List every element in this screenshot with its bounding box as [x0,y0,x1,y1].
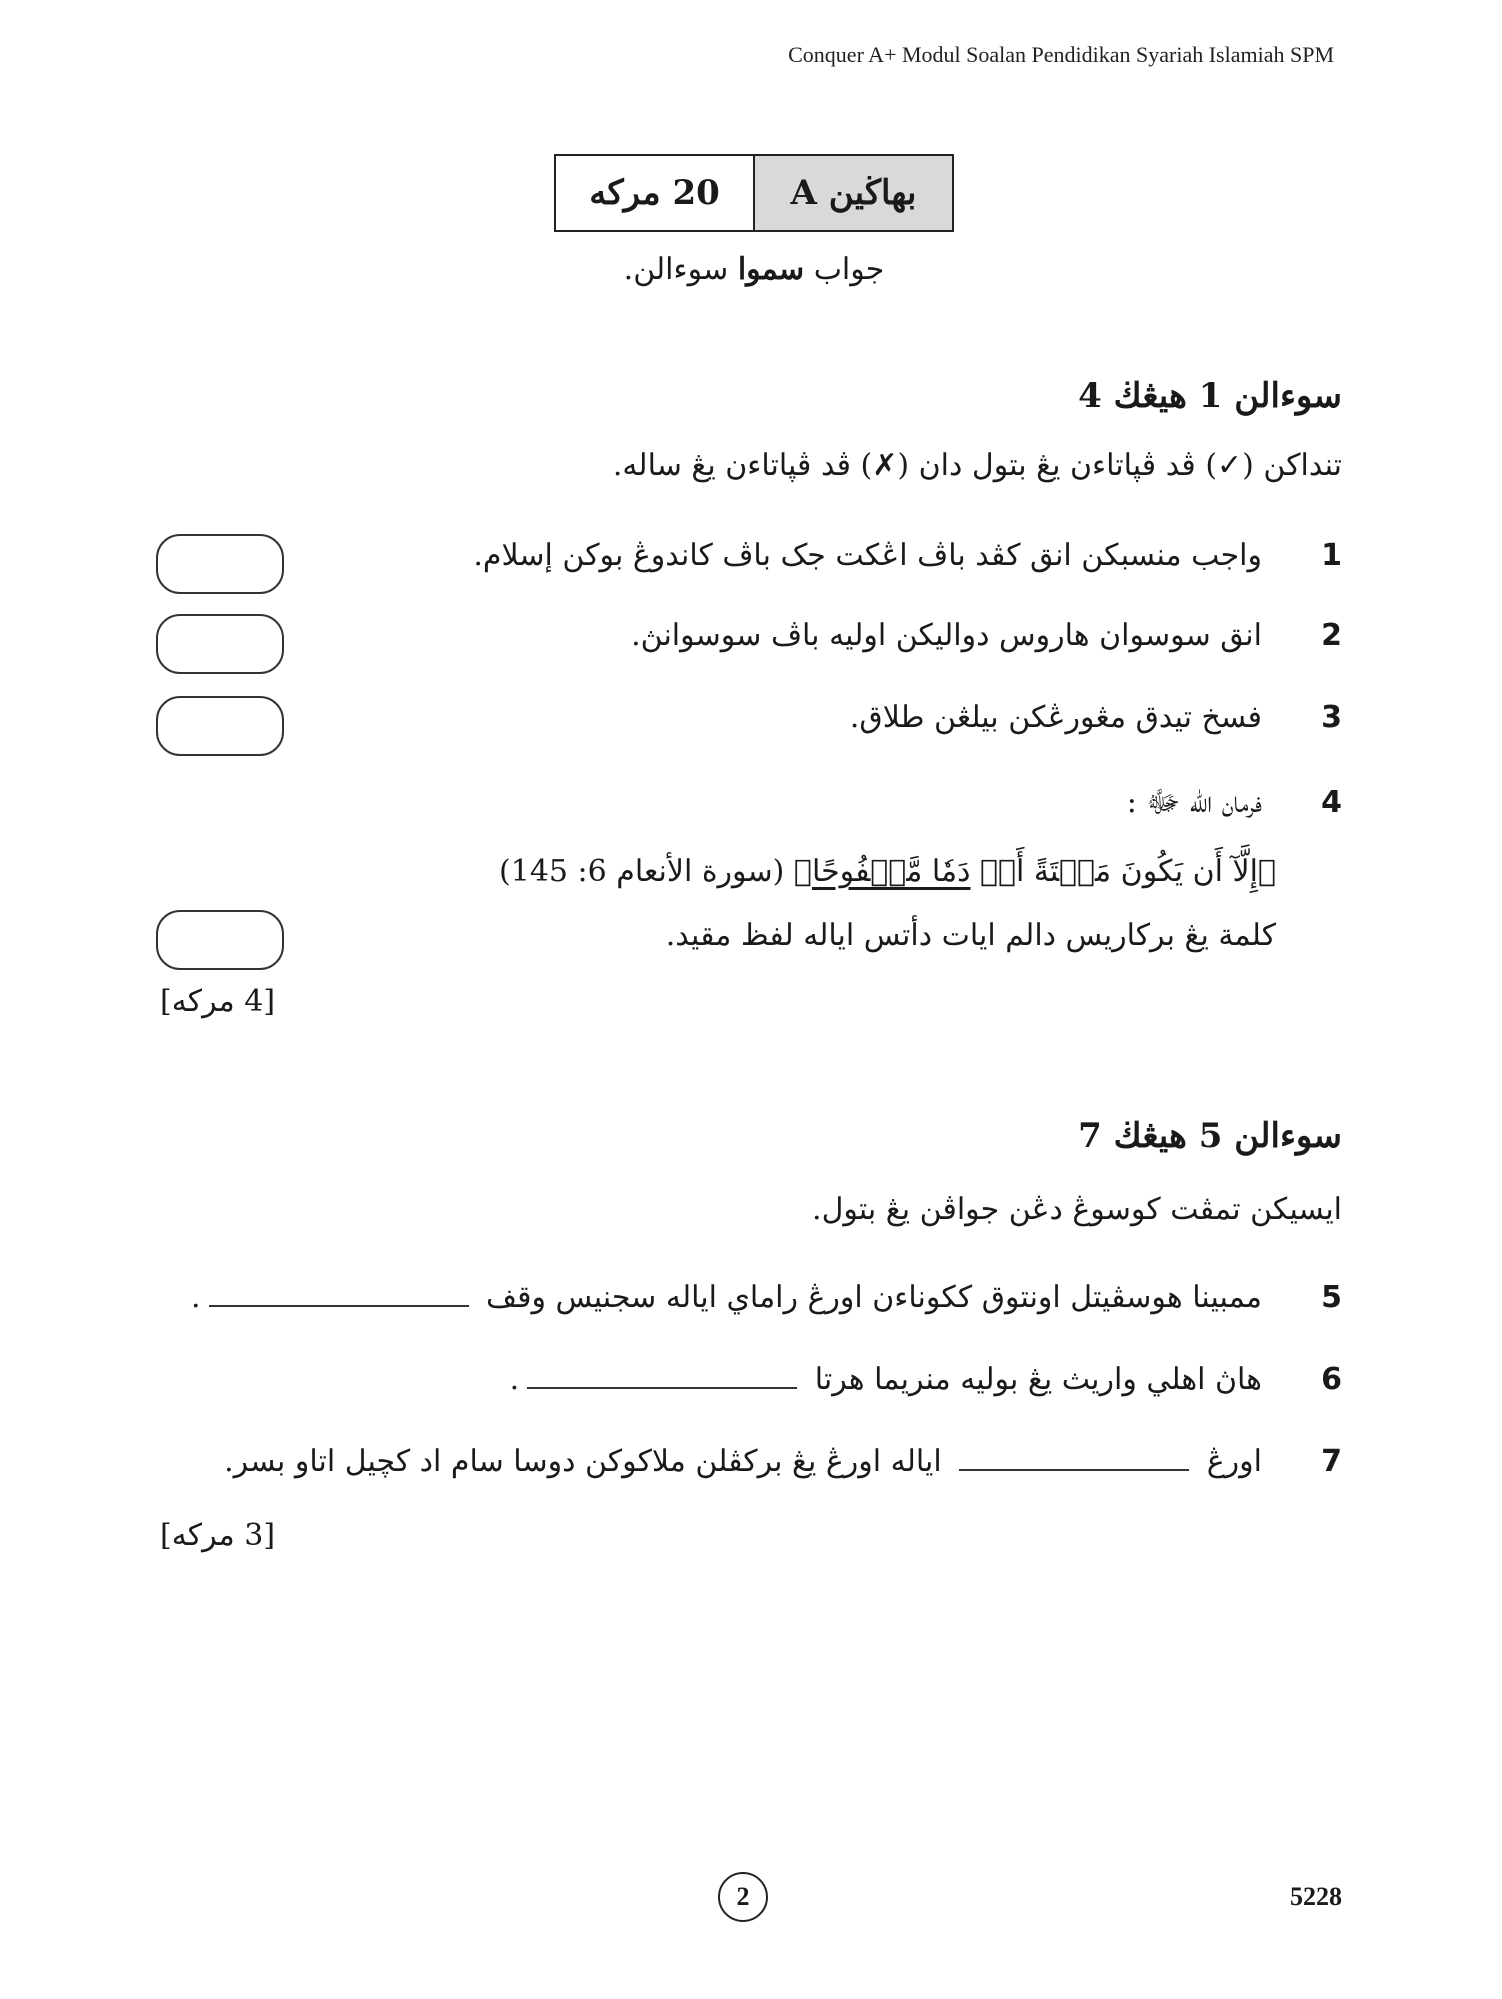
question-number: 5 [1321,1280,1342,1315]
quran-verse [499,854,1276,889]
question-text-after: . [509,1362,520,1397]
instruction-bold: سموا [737,252,805,287]
question-text-after: . [190,1280,201,1315]
question-text-after: اياله اورڠ يڠ بركڤلن ملاكوكن دوسا سام اد كچيل اتاو بسر. [224,1444,942,1479]
question-text [224,1444,1262,1479]
answer-box-3[interactable] [156,696,284,756]
question-text-before: هاڽ اهلي واريث يڠ بوليه منريما هرتا [814,1362,1262,1397]
quran-open: ﴿إِلَّآ أَن يَكُونَ مَيۡتَةً أَوۡ [980,854,1276,889]
question-text: فسخ تيدق مڠورڠكن بيلڠن طلاق. [849,700,1262,735]
answer-box-4[interactable] [156,910,284,970]
paper-code: 5228 [1290,1882,1342,1911]
section-instruction [554,252,954,287]
question-2 [631,618,1342,653]
question-number: 7 [1321,1444,1342,1479]
question-6 [510,1362,1342,1397]
section-box [554,154,954,232]
question-text: انق سوسوان هاروس دواليكن اوليه باڤ سوسوانڽ. [631,618,1262,653]
question-number: 4 [1321,785,1342,820]
answer-box-2[interactable] [156,614,284,674]
part1-marks: [4 مركه] [160,984,276,1019]
question-1 [473,538,1342,573]
answer-blank-6[interactable] [527,1386,797,1389]
part2-marks: [3 مركه] [160,1518,276,1553]
question-text [510,1362,1262,1397]
question-7 [224,1444,1342,1479]
quran-underlined-phrase: دَمٗا مَّسۡفُوحًا [811,854,971,889]
question-number: 3 [1321,700,1342,735]
quran-close: ﴾ [793,854,812,889]
page-number: 2 [718,1872,768,1922]
question-text [191,1280,1262,1315]
section-marks: 20 مركه [556,156,755,230]
answer-blank-5[interactable] [209,1304,469,1307]
answer-blank-7[interactable] [959,1468,1189,1471]
question-3 [850,700,1342,735]
question-number: 6 [1321,1362,1342,1397]
question-text: واجب منسبكن انق كڤد باڤ اڠكت جک باڤ كاندوڠ بوكن إسلام. [473,538,1262,573]
section-title: بهاڬين A [755,156,952,230]
quran-reference: (سورة الأنعام 6: 145) [499,854,785,889]
part1-heading: سوءالن 1 هيڠڬ 4 [1078,376,1342,416]
question-4 [1127,784,1342,827]
question-text-before: اورڠ [1206,1444,1262,1479]
question-number: 1 [1321,538,1342,573]
part2-heading: سوءالن 5 هيڠڬ 7 [1078,1116,1342,1156]
instruction-pre: جواب [813,252,885,287]
part1-instruction: تنداكن (✓) ڤد ڤپاتاءن يڠ بتول دان (✗) ڤد ڤپاتاءن يڠ ساله. [612,448,1342,483]
answer-box-1[interactable] [156,534,284,594]
running-header: Conquer A+ Modul Soalan Pendidikan Syariah Islamiah SPM [788,42,1334,67]
part2-instruction: ايسيكن تمڤت كوسوڠ دڠن جواڤن يڠ بتول. [812,1192,1342,1227]
question-number: 2 [1321,618,1342,653]
question-text-before: ممبينا هوسڤيتل اونتوق ككوناءن اورڠ راماي اياله سجنيس وقف [486,1280,1262,1315]
question-4-note: كلمة يڠ بركاريس دالم ايات دأتس اياله لفظ مقيد. [665,918,1276,953]
question-text: فرمان الله ﷻ : [1126,785,1262,820]
instruction-post: سوءالن. [623,252,729,287]
question-5 [191,1280,1342,1315]
